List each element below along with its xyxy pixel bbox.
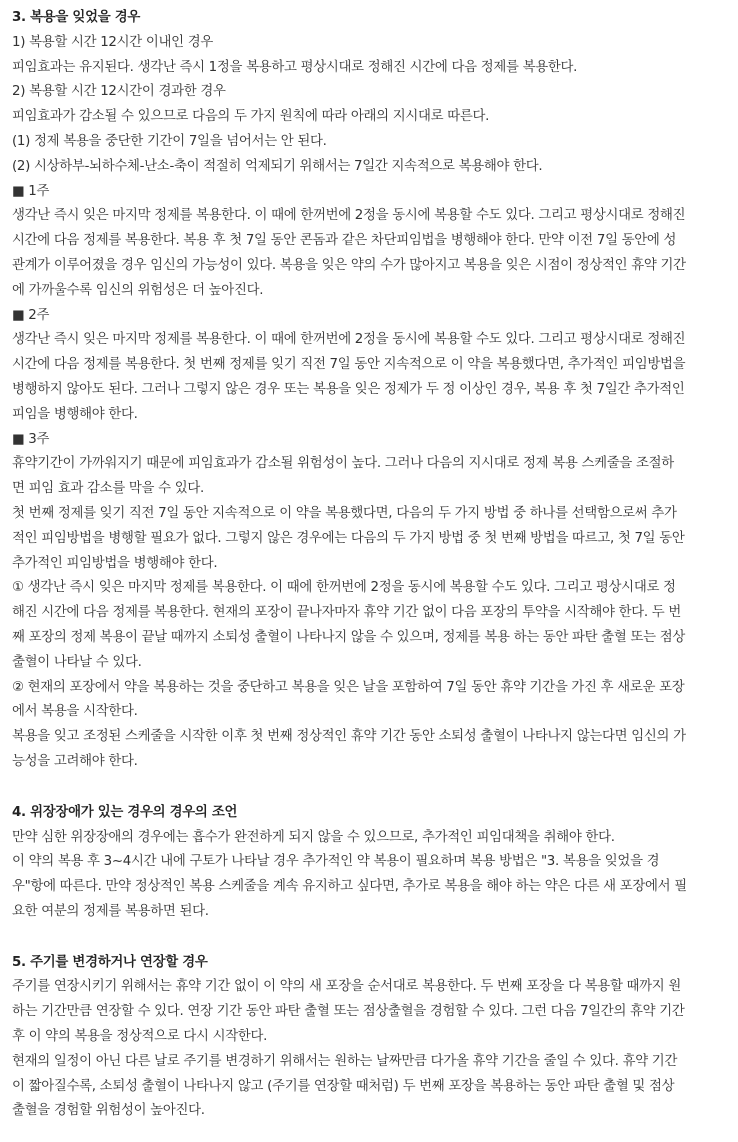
paragraph-line: 병행하지 않아도 된다. 그러나 그렇지 않은 경우 또는 복용을 잊은 정제가 두 정 이상인 경우, 복용 후 첫 7일간 추가적인 [12,381,685,397]
paragraph-line: ■ 2주 [12,307,50,323]
paragraph-line: 출혈이 나타날 수 있다. [12,654,142,670]
paragraph-line: ■ 1주 [12,183,50,199]
paragraph-line: 휴약기간이 가까워지기 때문에 피임효과가 감소될 위험성이 높다. 그러나 다음의 지시대로 정제 복용 스케줄을 조절하 [12,456,674,472]
paragraph-line: ■ 3주 [12,431,50,447]
paragraph-line: 주기를 연장시키기 위해서는 휴약 기간 없이 이 약의 새 포장을 순서대로 복용한다. 두 번째 포장을 다 복용할 때까지 원 [12,979,682,995]
paragraph-line: 생각난 즉시 잊은 마지막 정제를 복용한다. 이 때에 한꺼번에 2정을 동시에 복용할 수도 있다. 그리고 평상시대로 정해진 [12,332,686,348]
paragraph-line: ① 생각난 즉시 잊은 마지막 정제를 복용한다. 이 때에 한꺼번에 2정을 동시에 복용할 수도 있다. 그리고 평상시대로 정 [12,580,676,596]
paragraph-line: 피임효과는 유지된다. 생각난 즉시 1정을 복용하고 평상시대로 정해진 시간에 다음 정제를 복용한다. [12,59,578,75]
paragraph-line: 2) 복용할 시간 12시간이 경과한 경우 [12,84,226,100]
paragraph-line: 관계가 이루어졌을 경우 임신의 가능성이 있다. 복용을 잊은 약의 수가 많아지고 복용을 잊은 시점이 정상적인 휴약 기간 [12,257,686,273]
paragraph-line: 우"항에 따른다. 만약 정상적인 복용 스케줄을 계속 유지하고 싶다면, 추가로 복용을 해야 하는 약은 다른 새 포장에서 필 [12,879,687,895]
paragraph-line: 시간에 다음 정제를 복용한다. 복용 후 첫 7일 동안 콘돔과 같은 차단피임법을 병행해야 한다. 만약 이전 7일 동안에 성 [12,233,677,249]
paragraph-line: 첫 번째 정제를 잊기 직전 7일 동안 지속적으로 이 약을 복용했다면, 다음의 두 가지 방법 중 하나를 선택함으로써 추가 [12,505,677,521]
paragraph-line: 현재의 일정이 아닌 다른 날로 주기를 변경하기 위해서는 원하는 날짜만큼 다가올 휴약 기간을 줄일 수 있다. 휴약 기간 [12,1053,678,1069]
paragraph-line: 만약 심한 위장장애의 경우에는 흡수가 완전하게 되지 않을 수 있으므로, 추가적인 피임대책을 취해야 한다. [12,829,615,845]
paragraph-line: (2) 시상하부-뇌하수체-난소-축이 적절히 억제되기 위해서는 7일간 지속적으로 복용해야 한다. [12,158,543,174]
paragraph-line: 복용을 잊고 조정된 스케줄을 시작한 이후 첫 번째 정상적인 휴약 기간 동안 소퇴성 출혈이 나타나지 않는다면 임신의 가 [12,729,686,745]
section-spacer [12,775,726,801]
paragraph-line: 1) 복용할 시간 12시간 이내인 경우 [12,34,213,50]
section-heading: 5. 주기를 변경하거나 연장할 경우 [12,954,208,970]
paragraph-line: 피임을 병행해야 한다. [12,406,138,422]
paragraph-line: (1) 정제 복용을 중단한 기간이 7일을 넘어서는 안 된다. [12,133,327,149]
paragraph-line: 째 포장의 정제 복용이 끝날 때까지 소퇴성 출혈이 나타나지 않을 수 있으며, 정제를 복용 하는 동안 파탄 출혈 또는 점상 [12,629,685,645]
paragraph-line: 적인 피임방법을 병행할 필요가 없다. 그렇지 않은 경우에는 다음의 두 가지 방법 중 첫 번째 방법을 따르고, 첫 7일 동안 [12,530,685,546]
section-spacer [12,925,726,951]
paragraph-line: ② 현재의 포장에서 약을 복용하는 것을 중단하고 복용을 잊은 날을 포함하여 7일 동안 휴약 기간을 가진 후 새로운 포장 [12,679,685,695]
paragraph-line: 에서 복용을 시작한다. [12,704,138,720]
paragraph-line: 시간에 다음 정제를 복용한다. 첫 번째 정제를 잊기 직전 7일 동안 지속적으로 이 약을 복용했다면, 추가적인 피임방법을 [12,357,686,373]
paragraph-line: 추가적인 피임방법을 병행해야 한다. [12,555,218,571]
paragraph-line: 해진 시간에 다음 정제를 복용한다. 현재의 포장이 끝나자마자 휴약 기간 없이 다음 포장의 투약을 시작해야 한다. 두 번 [12,605,682,621]
section-heading: 3. 복용을 잊었을 경우 [12,10,140,25]
paragraph-line: 피임효과가 감소될 수 있으므로 다음의 두 가지 원칙에 따라 아래의 지시대로 따른다. [12,109,490,125]
paragraph-line: 하는 기간만큼 연장할 수 있다. 연장 기간 동안 파탄 출혈 또는 점상출혈을 경험할 수 있다. 그런 다음 7일간의 휴약 기간 [12,1004,685,1020]
section-heading: 4. 위장장애가 있는 경우의 경우의 조언 [12,804,238,820]
paragraph-line: 이 짧아질수록, 소퇴성 출혈이 나타나지 않고 (주기를 연장할 때처럼) 두 번째 포장을 복용하는 동안 파탄 출혈 및 점상 [12,1078,675,1094]
paragraph-line: 생각난 즉시 잊은 마지막 정제를 복용한다. 이 때에 한꺼번에 2정을 동시에 복용할 수도 있다. 그리고 평상시대로 정해진 [12,208,686,224]
paragraph-line: 출혈을 경험할 위험성이 높아진다. [12,1103,205,1119]
paragraph-line: 요한 여분의 정제를 복용하면 된다. [12,903,209,919]
paragraph-line: 능성을 고려해야 한다. [12,753,138,769]
paragraph-line: 에 가까울수록 임신의 위험성은 더 높아진다. [12,282,264,298]
paragraph-line: 면 피임 효과 감소를 막을 수 있다. [12,481,204,497]
paragraph-line: 후 이 약의 복용을 정상적으로 다시 시작한다. [12,1029,268,1045]
paragraph-line: 이 약의 복용 후 3~4시간 내에 구토가 나타날 경우 추가적인 약 복용이 필요하며 복용 방법은 "3. 복용을 잊었을 경 [12,854,660,870]
